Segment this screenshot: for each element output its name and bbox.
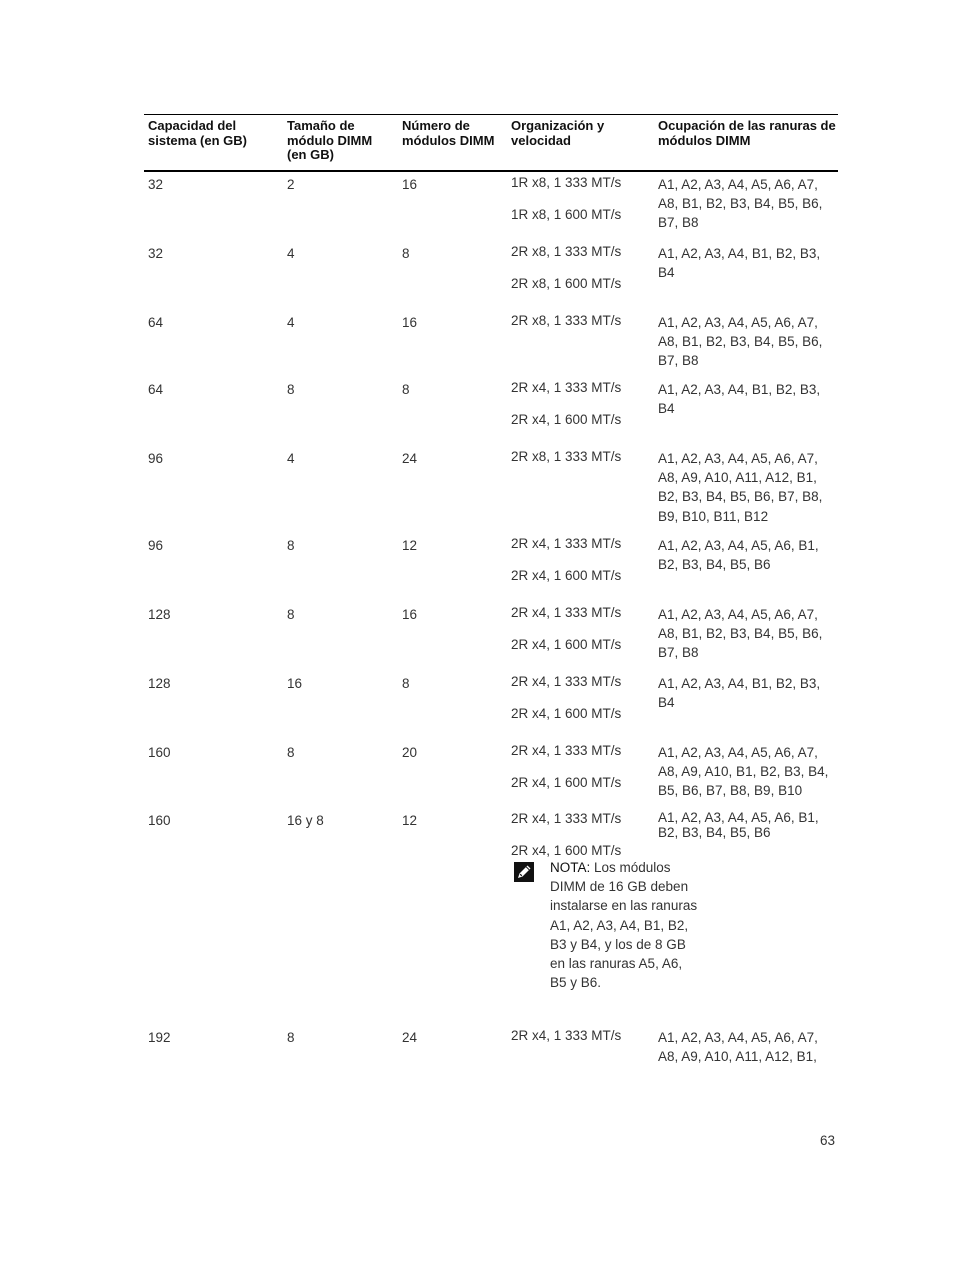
speed-line: 2R x4, 1 333 MT/s	[511, 674, 622, 689]
cell-slot-occupancy: A1, A2, A3, A4, A5, A6, A7, A8, B1, B2, B3, B4, B5, B6, B7, B8	[658, 315, 823, 369]
cell-dimm-count: 8	[402, 246, 410, 261]
cell-dimm-count: 16	[402, 607, 418, 622]
cell-dimm-count: 24	[402, 451, 418, 466]
cell-slot-occupancy: A1, A2, A3, A4, A5, A6, B1, B2, B3, B4, B5, B6	[658, 810, 819, 840]
speed-line: 2R x4, 1 600 MT/s	[511, 568, 622, 583]
speed-line: 2R x4, 1 600 MT/s	[511, 843, 622, 858]
cell-capacity: 32	[148, 246, 164, 261]
cell-dimm-count: 16	[402, 177, 418, 192]
speed-line: 2R x4, 1 333 MT/s	[511, 536, 622, 551]
speed-line: 2R x4, 1 333 MT/s	[511, 743, 622, 758]
cell-organization-speed	[511, 674, 651, 736]
cell-capacity: 64	[148, 382, 164, 397]
cell-slot-occupancy: A1, A2, A3, A4, B1, B2, B3, B4	[658, 382, 821, 417]
header-dimm-count: Número de módulos DIMM	[402, 118, 495, 148]
cell-capacity: 160	[148, 745, 171, 760]
note-pencil-icon	[514, 862, 534, 882]
speed-line: 2R x4, 1 600 MT/s	[511, 775, 622, 790]
cell-dimm-size: 2	[287, 177, 295, 192]
page-number: 63	[820, 1133, 836, 1148]
speed-line: 2R x4, 1 333 MT/s	[511, 605, 622, 620]
speed-line: 1R x8, 1 600 MT/s	[511, 207, 622, 222]
speed-line: 2R x4, 1 600 MT/s	[511, 637, 622, 652]
cell-dimm-size: 8	[287, 1030, 295, 1045]
cell-capacity: 160	[148, 813, 171, 828]
speed-line: 2R x4, 1 333 MT/s	[511, 811, 622, 826]
speed-line: 2R x8, 1 333 MT/s	[511, 449, 622, 464]
cell-dimm-count: 16	[402, 315, 418, 330]
cell-dimm-size: 8	[287, 382, 295, 397]
cell-slot-occupancy: A1, A2, A3, A4, B1, B2, B3, B4	[658, 676, 821, 711]
speed-line: 2R x8, 1 333 MT/s	[511, 313, 622, 328]
cell-dimm-count: 24	[402, 1030, 418, 1045]
cell-dimm-size: 8	[287, 607, 295, 622]
cell-capacity: 96	[148, 538, 164, 553]
header-capacity: Capacidad del sistema (en GB)	[148, 118, 247, 148]
speed-line: 2R x8, 1 600 MT/s	[511, 276, 622, 291]
cell-capacity: 128	[148, 676, 171, 691]
cell-slot-occupancy: A1, A2, A3, A4, A5, A6, A7, A8, A9, A10, A11, A12, B1, B2, B3, B4, B5, B6, B7, B8, B9, B10, B11, B12	[658, 451, 823, 524]
cell-organization-speed	[511, 536, 651, 598]
cell-slot-occupancy: A1, A2, A3, A4, A5, A6, B1, B2, B3, B4, B5, B6	[658, 538, 819, 573]
cell-organization-speed	[511, 449, 651, 479]
note-text	[550, 858, 698, 992]
speed-line: 2R x4, 1 333 MT/s	[511, 1028, 622, 1043]
cell-dimm-size: 4	[287, 246, 295, 261]
cell-organization-speed	[511, 605, 651, 667]
cell-dimm-count: 8	[402, 382, 410, 397]
header-dimm-size: Tamaño de módulo DIMM (en GB)	[287, 118, 373, 162]
header-organization-speed: Organización y velocidad	[511, 118, 605, 148]
speed-line: 2R x4, 1 600 MT/s	[511, 706, 622, 721]
note-label: NOTA:	[550, 860, 591, 875]
cell-organization-speed	[511, 380, 651, 442]
speed-line: 2R x4, 1 333 MT/s	[511, 380, 622, 395]
cell-dimm-size: 4	[287, 451, 295, 466]
header-slot-occupancy: Ocupación de las ranuras de módulos DIMM	[658, 118, 836, 148]
table-header	[144, 114, 838, 172]
cell-dimm-size: 16 y 8	[287, 813, 324, 828]
cell-organization-speed	[511, 743, 651, 805]
cell-dimm-size: 8	[287, 745, 295, 760]
cell-dimm-size: 8	[287, 538, 295, 553]
cell-capacity: 96	[148, 451, 164, 466]
cell-dimm-size: 4	[287, 315, 295, 330]
cell-dimm-size: 16	[287, 676, 303, 691]
speed-line: 2R x4, 1 600 MT/s	[511, 412, 622, 427]
cell-organization-speed	[511, 1028, 651, 1058]
cell-dimm-count: 20	[402, 745, 418, 760]
cell-dimm-count: 12	[402, 813, 418, 828]
cell-slot-occupancy: A1, A2, A3, A4, A5, A6, A7, A8, B1, B2, B3, B4, B5, B6, B7, B8	[658, 177, 823, 231]
cell-organization-speed	[511, 313, 651, 343]
cell-slot-occupancy: A1, A2, A3, A4, A5, A6, A7, A8, B1, B2, B3, B4, B5, B6, B7, B8	[658, 607, 823, 661]
cell-slot-occupancy: A1, A2, A3, A4, A5, A6, A7, A8, A9, A10, A11, A12, B1,	[658, 1030, 818, 1065]
speed-line: 2R x8, 1 333 MT/s	[511, 244, 622, 259]
cell-organization-speed	[511, 175, 651, 237]
cell-slot-occupancy: A1, A2, A3, A4, A5, A6, A7, A8, A9, A10, B1, B2, B3, B4, B5, B6, B7, B8, B9, B10	[658, 745, 829, 799]
cell-dimm-count: 8	[402, 676, 410, 691]
cell-organization-speed	[511, 244, 651, 306]
cell-capacity: 32	[148, 177, 164, 192]
speed-line: 1R x8, 1 333 MT/s	[511, 175, 622, 190]
cell-slot-occupancy: A1, A2, A3, A4, B1, B2, B3, B4	[658, 246, 821, 281]
cell-dimm-count: 12	[402, 538, 418, 553]
cell-capacity: 64	[148, 315, 164, 330]
note-body: Los módulos DIMM de 16 GB deben instalarse en las ranuras A1, A2, A3, A4, B1, B2, B3 y B4, y los de 8 GB en las ranuras A5, A6, B5 y B6.	[550, 860, 698, 991]
cell-capacity: 128	[148, 607, 171, 622]
cell-capacity: 192	[148, 1030, 171, 1045]
